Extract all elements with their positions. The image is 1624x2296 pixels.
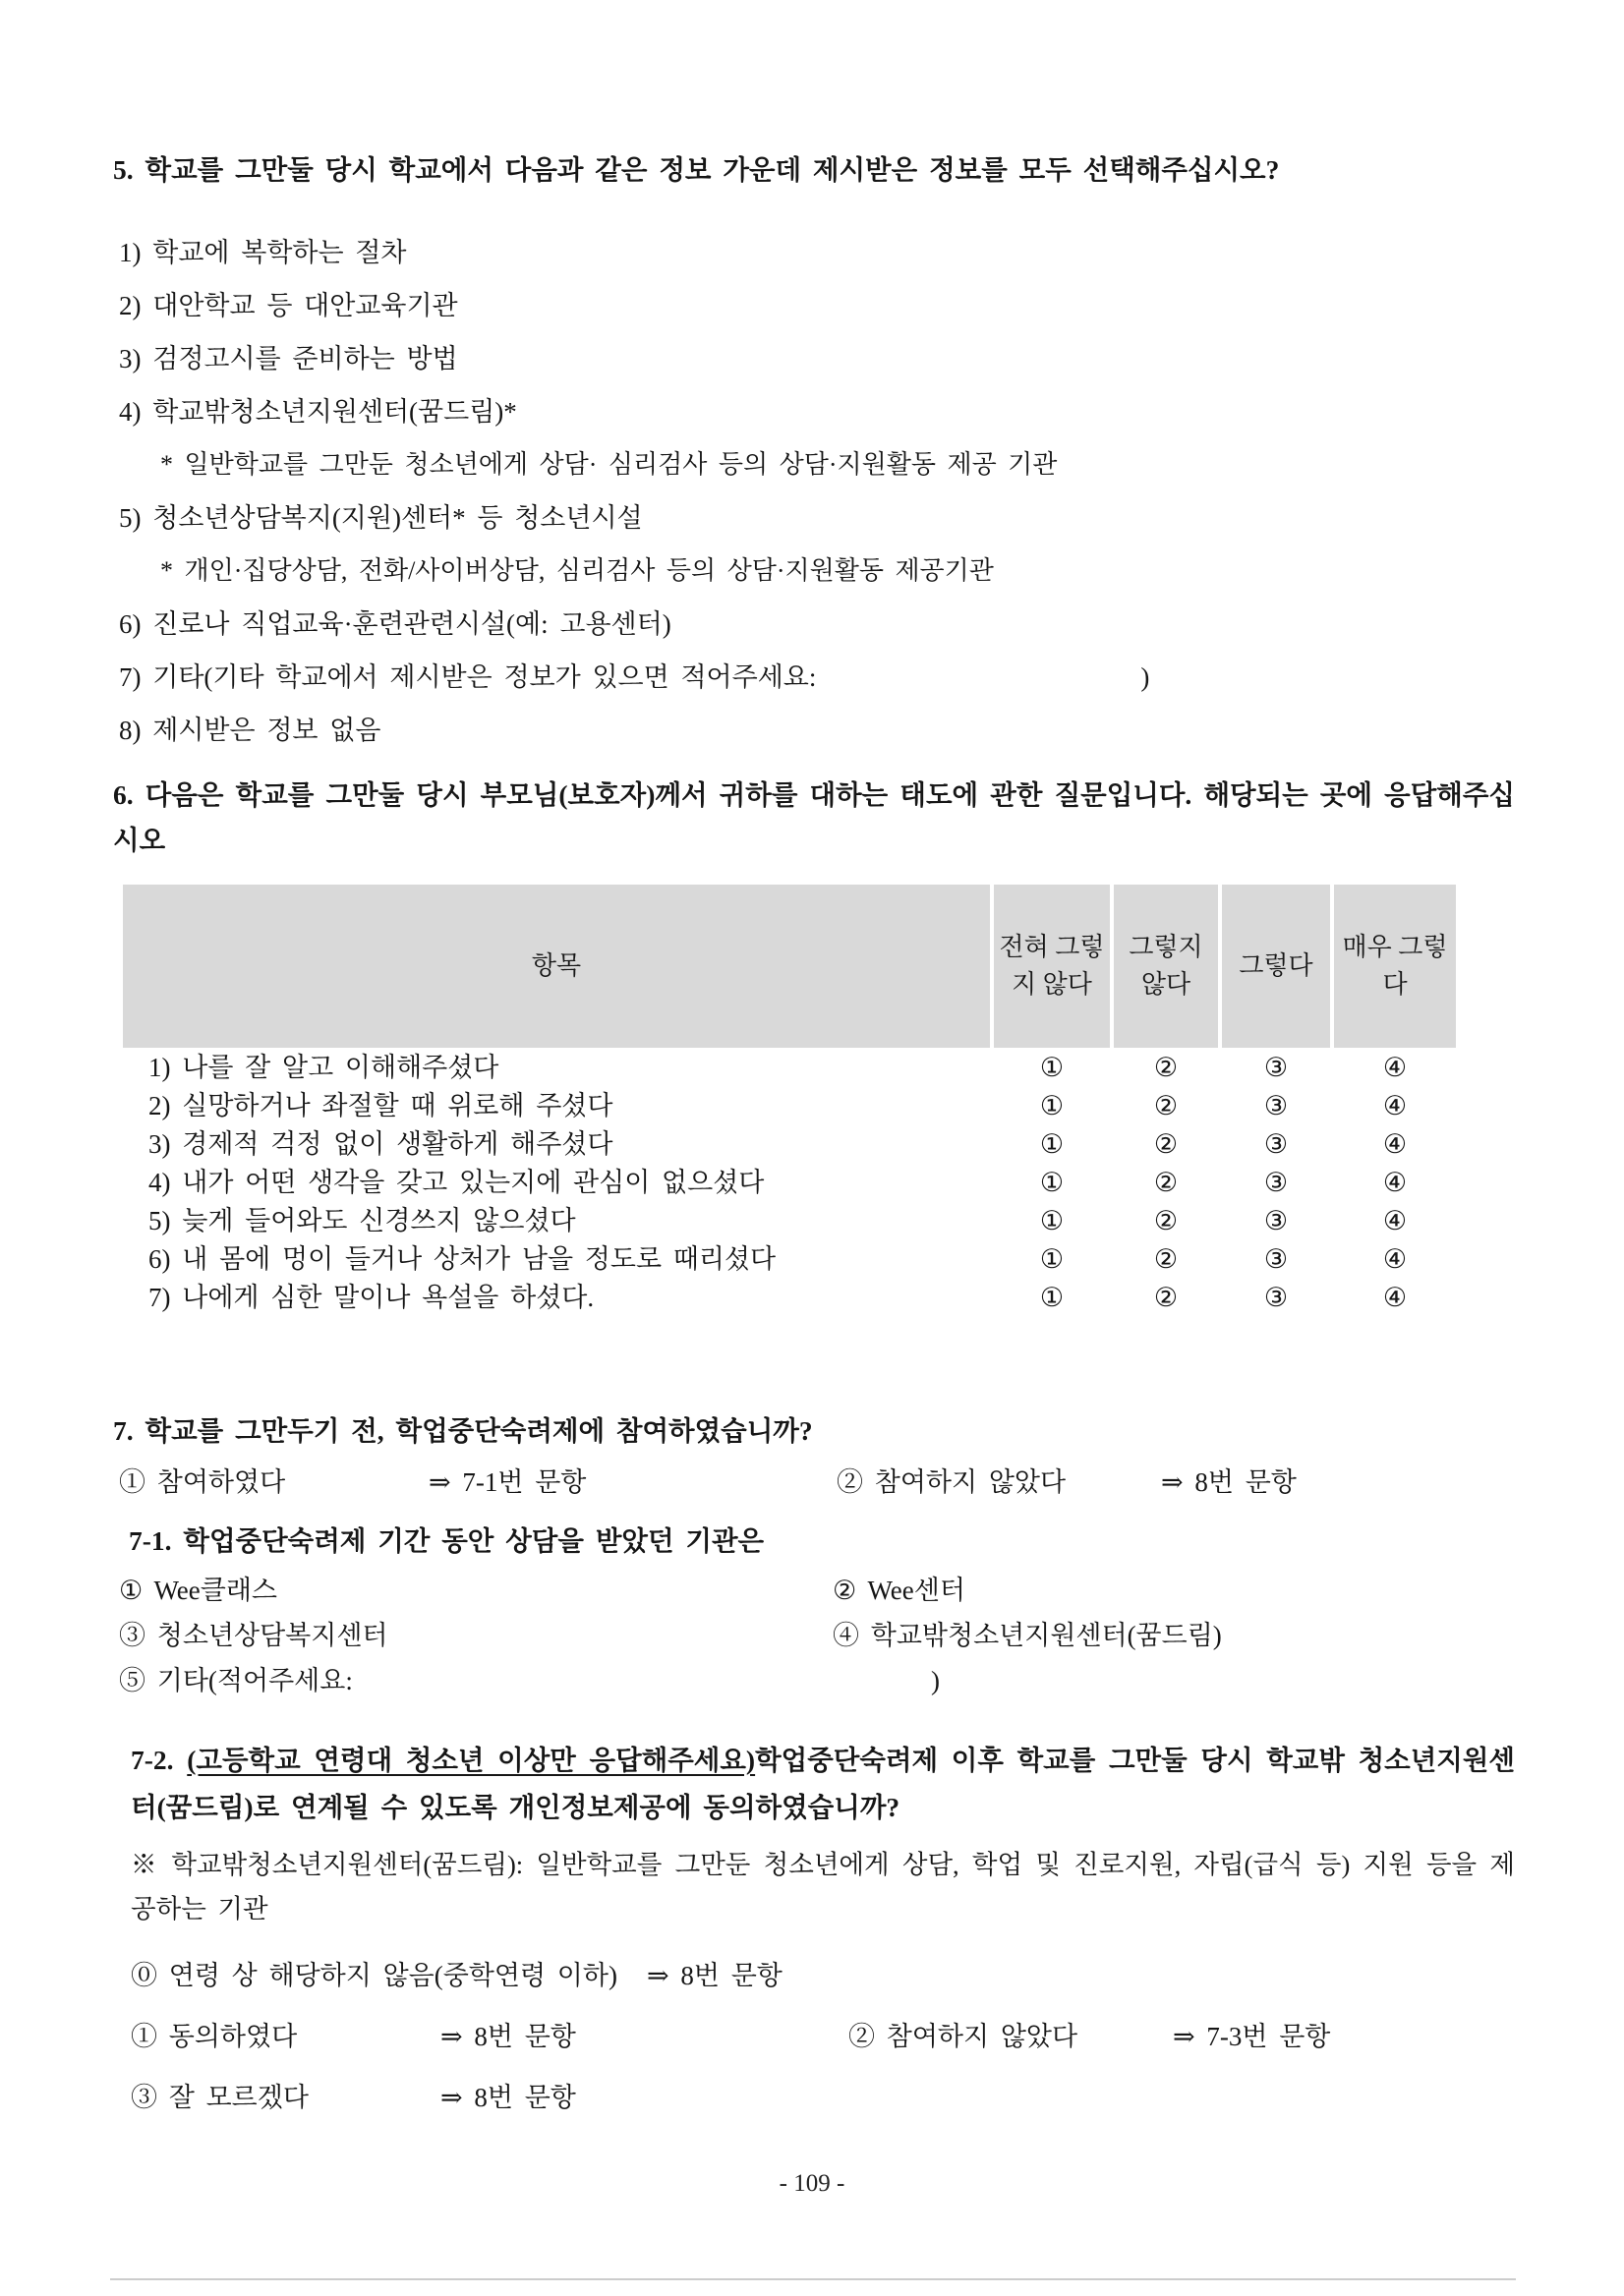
- table-row-6-label: 6) 내 몸에 멍이 들거나 상처가 남을 정도로 때리셨다: [148, 1243, 777, 1274]
- table-row-6-mark-2: ②: [1153, 1243, 1179, 1274]
- q7-option-2-goto: ⇒ 8번 문항: [1161, 1467, 1297, 1497]
- table-header-agree: 그렇다: [1222, 885, 1330, 1048]
- table-row-3-mark-3: ③: [1263, 1128, 1289, 1159]
- table-row-7-mark-4: ④: [1382, 1282, 1408, 1312]
- q7-2-option-1-goto: ⇒ 8번 문항: [440, 2022, 576, 2051]
- q7-2-option-2: ② 참여하지 않았다: [848, 2022, 1078, 2051]
- q5-option-1: 1) 학교에 복학하는 절차: [119, 238, 407, 267]
- q7-options-row: [119, 1465, 1515, 1499]
- q7-2-definition-note: ※ 학교밖청소년지원센터(꿈드림): 일반학교를 그만둔 청소년에게 상담, 학업 및 진로지원, 자립(급식 등) 지원 등을 제공하는 기관: [131, 1850, 1515, 1923]
- table-row-1-mark-2: ②: [1153, 1052, 1179, 1082]
- q7-1-option-1: ① Wee클래스: [119, 1576, 278, 1605]
- table-header-disagree: 그렇지 않다: [1114, 885, 1218, 1048]
- table-row-4-mark-1: ①: [1039, 1167, 1065, 1197]
- q7-2-title-rest: 학업중단숙려제 이후 학교를 그만둘 당시 학교밖 청소년지원센터(꿈드림)로 연계될 수 있도록 개인정보제공에 동의하였습니까?: [131, 1745, 1515, 1822]
- table-row-6-mark-3: ③: [1263, 1243, 1289, 1274]
- q7-1-options: [119, 1574, 1515, 1697]
- q7-2-option-1-2-row: [131, 2020, 1515, 2053]
- q7-2-option-0-row: [131, 1959, 1515, 1992]
- q7-1-option-2: ② Wee센터: [833, 1576, 965, 1605]
- table-row-3-mark-2: ②: [1153, 1128, 1179, 1159]
- q5-option-5: 5) 청소년상담복지(지원)센터* 등 청소년시설: [119, 503, 643, 533]
- table-row-2-mark-2: ②: [1153, 1090, 1179, 1120]
- q7-2-option-0-goto: ⇒ 8번 문항: [647, 1961, 783, 1990]
- question6-title: 6. 다음은 학교를 그만둘 당시 부모님(보호자)께서 귀하를 대하는 태도에 관한 질문입니다. 해당되는 곳에 응답해주십시오: [113, 779, 1515, 855]
- table-header-strongly-disagree: 전혀 그렇지 않다: [994, 885, 1110, 1048]
- q5-option-7-close-paren: ): [1140, 662, 1150, 692]
- table-row-6-mark-4: ④: [1382, 1243, 1408, 1274]
- table-row-4-mark-3: ③: [1263, 1167, 1289, 1197]
- question7-title: 7. 학교를 그만두기 전, 학업중단숙려제에 참여하였습니까?: [113, 1415, 813, 1446]
- q7-1-option-4: ④ 학교밖청소년지원센터(꿈드림): [833, 1621, 1222, 1650]
- table-row-7-mark-1: ①: [1039, 1282, 1065, 1312]
- table-row-1-label: 1) 나를 잘 알고 이해해주셨다: [148, 1052, 499, 1082]
- bottom-page-rule: [110, 2278, 1516, 2280]
- q5-option-7: [119, 660, 1515, 694]
- q7-2-option-2-goto: ⇒ 7-3번 문항: [1173, 2022, 1331, 2051]
- question5-title: 5. 학교를 그만둘 당시 학교에서 다음과 같은 정보 가운데 제시받은 정보를 모두 선택해주십시오?: [113, 154, 1280, 185]
- q7-2-option-3-goto: ⇒ 8번 문항: [440, 2083, 576, 2112]
- q5-option-3: 3) 검정고시를 준비하는 방법: [119, 344, 458, 373]
- table-row-3-mark-1: ①: [1039, 1128, 1065, 1159]
- q7-option-1-goto: ⇒ 7-1번 문항: [429, 1467, 587, 1497]
- table-row-2-label: 2) 실망하거나 좌절할 때 위로해 주셨다: [148, 1090, 613, 1120]
- table-row-1-mark-3: ③: [1263, 1052, 1289, 1082]
- table-row-5-mark-4: ④: [1382, 1205, 1408, 1235]
- q5-option-2: 2) 대안학교 등 대안교육기관: [119, 291, 458, 320]
- q7-2-number: 7-2.: [131, 1745, 174, 1775]
- table-row-6-mark-1: ①: [1039, 1243, 1065, 1274]
- q5-option-7-label: 7) 기타(기타 학교에서 제시받은 정보가 있으면 적어주세요:: [119, 662, 817, 692]
- table-row-7-label: 7) 나에게 심한 말이나 욕설을 하셨다.: [148, 1282, 595, 1312]
- page-content: [113, 153, 1515, 2114]
- table-row-5-label: 5) 늦게 들어와도 신경쓰지 않으셨다: [148, 1205, 576, 1235]
- table-row-2-mark-4: ④: [1382, 1090, 1408, 1120]
- page-number: - 109 -: [779, 2170, 845, 2197]
- q7-2-title-underlined: (고등학교 연령대 청소년 이상만 응답해주세요): [187, 1745, 756, 1775]
- question7-1-title: 7-1. 학업중단숙려제 기간 동안 상담을 받았던 기관은: [129, 1525, 765, 1556]
- table-row-4-label: 4) 내가 어떤 생각을 갖고 있는지에 관심이 없으셨다: [148, 1167, 765, 1197]
- q7-option-2: ② 참여하지 않았다: [837, 1467, 1067, 1497]
- question6-rating-table: [123, 885, 1515, 1316]
- q7-2-option-3-row: [131, 2081, 1515, 2114]
- question7-section: [113, 1414, 1515, 2114]
- q5-option-4: 4) 학교밖청소년지원센터(꿈드림)*: [119, 397, 517, 427]
- q7-1-option-3: ③ 청소년상담복지센터: [119, 1621, 388, 1650]
- q5-option-6: 6) 진로나 직업교육·훈련관련시설(예: 고용센터): [119, 609, 671, 639]
- table-row-7-mark-2: ②: [1153, 1282, 1179, 1312]
- q5-option-5-note: * 개인·집당상담, 전화/사이버상담, 심리검사 등의 상담·지원활동 제공기관: [160, 556, 994, 585]
- table-row-4-mark-4: ④: [1382, 1167, 1408, 1197]
- table-header-item: 항목: [123, 885, 990, 1048]
- question5-option-list: [113, 236, 1515, 747]
- q7-option-1: ① 참여하였다: [119, 1467, 286, 1497]
- table-row-1-mark-1: ①: [1039, 1052, 1065, 1082]
- table-row-3-mark-4: ④: [1382, 1128, 1408, 1159]
- table-row-1-mark-4: ④: [1382, 1052, 1408, 1082]
- question7-2-section: [131, 1737, 1515, 2114]
- table-row-2-mark-1: ①: [1039, 1090, 1065, 1120]
- table-header-strongly-agree: 매우 그렇다: [1334, 885, 1456, 1048]
- q5-option-4-note: * 일반학교를 그만둔 청소년에게 상담· 심리검사 등의 상담·지원활동 제공 기관: [160, 450, 1058, 479]
- q7-1-option-5-close-paren: ): [931, 1666, 940, 1695]
- table-row-5-mark-1: ①: [1039, 1205, 1065, 1235]
- table-row-2-mark-3: ③: [1263, 1090, 1289, 1120]
- q7-2-option-0: ⓪ 연령 상 해당하지 않음(중학연령 이하): [131, 1961, 617, 1990]
- q5-option-8: 8) 제시받은 정보 없음: [119, 716, 381, 745]
- table-row-3-label: 3) 경제적 걱정 없이 생활하게 해주셨다: [148, 1128, 613, 1159]
- table-row-7-mark-3: ③: [1263, 1282, 1289, 1312]
- question7-2-title: [131, 1737, 1515, 1831]
- table-row-5-mark-3: ③: [1263, 1205, 1289, 1235]
- q7-2-option-3: ③ 잘 모르겠다: [131, 2083, 309, 2112]
- table-row-4-mark-2: ②: [1153, 1167, 1179, 1197]
- q7-1-option-5: ⑤ 기타(적어주세요:: [119, 1666, 353, 1695]
- q7-2-option-1: ① 동의하였다: [131, 2022, 298, 2051]
- table-row-5-mark-2: ②: [1153, 1205, 1179, 1235]
